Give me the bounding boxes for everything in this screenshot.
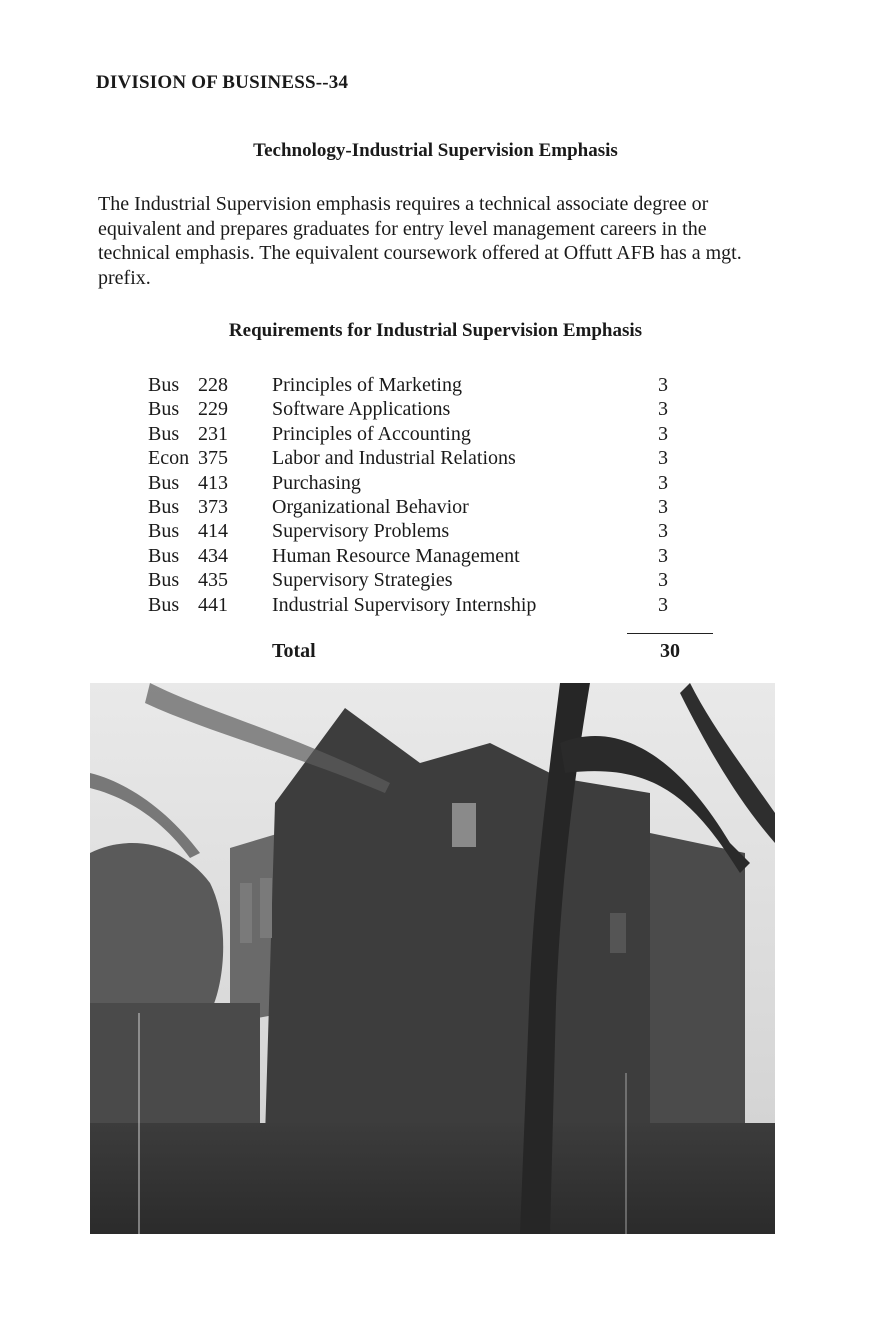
course-dept: Bus bbox=[148, 422, 180, 445]
course-dept: Bus bbox=[148, 496, 180, 519]
course-row bbox=[148, 495, 678, 519]
course-dept: Bus bbox=[148, 374, 180, 396]
course-credits: 3 bbox=[658, 398, 668, 421]
total-value: 30 bbox=[660, 640, 680, 662]
course-dept: Bus bbox=[148, 569, 180, 592]
course-number: 434 bbox=[198, 544, 228, 567]
course-number: 441 bbox=[198, 593, 228, 616]
course-number: 414 bbox=[198, 520, 228, 543]
course-row bbox=[148, 593, 678, 617]
building-photo bbox=[90, 683, 775, 1234]
course-row bbox=[148, 471, 678, 495]
page-header: DIVISION OF BUSINESS--34 bbox=[96, 72, 349, 93]
course-list bbox=[148, 373, 678, 617]
course-number: 435 bbox=[198, 569, 228, 592]
course-credits: 3 bbox=[658, 471, 668, 494]
total-label: Total bbox=[272, 640, 316, 662]
intro-paragraph: The Industrial Supervision emphasis requires a technical associate degree or equivalent and prepares graduates for entry level management careers in the technical emphasis. The equivalent coursework offered at Offutt AFB has a mgt. prefix. bbox=[98, 193, 742, 289]
course-credits: 3 bbox=[658, 374, 668, 396]
course-number: 231 bbox=[198, 422, 228, 445]
course-dept: Bus bbox=[148, 593, 180, 616]
course-number: 228 bbox=[198, 374, 228, 396]
course-number: 413 bbox=[198, 471, 228, 494]
course-credits: 3 bbox=[658, 447, 668, 470]
course-credits: 3 bbox=[658, 520, 668, 543]
course-dept: Bus bbox=[148, 398, 180, 421]
total-rule bbox=[627, 633, 713, 634]
course-title: Principles of Accounting bbox=[272, 422, 471, 445]
course-credits: 3 bbox=[658, 422, 668, 445]
requirements-title: Requirements for Industrial Supervision Emphasis bbox=[228, 320, 643, 341]
course-dept: Econ bbox=[148, 447, 190, 470]
course-number: 229 bbox=[198, 398, 228, 421]
course-dept: Bus bbox=[148, 520, 180, 543]
course-credits: 3 bbox=[658, 496, 668, 519]
course-row bbox=[148, 446, 678, 470]
course-title: Principles of Marketing bbox=[272, 374, 462, 396]
course-dept: Bus bbox=[148, 471, 180, 494]
course-credits: 3 bbox=[658, 593, 668, 616]
course-row bbox=[148, 397, 678, 421]
course-row bbox=[148, 568, 678, 592]
course-number: 375 bbox=[198, 447, 228, 470]
course-number: 373 bbox=[198, 496, 228, 519]
course-row bbox=[148, 422, 678, 446]
course-title: Organizational Behavior bbox=[272, 496, 469, 519]
course-title: Labor and Industrial Relations bbox=[272, 447, 516, 470]
course-title: Human Resource Management bbox=[272, 544, 520, 567]
course-table bbox=[148, 373, 678, 617]
course-row bbox=[148, 544, 678, 568]
course-row bbox=[148, 519, 678, 543]
course-credits: 3 bbox=[658, 544, 668, 567]
course-row bbox=[148, 373, 678, 397]
course-title: Supervisory Problems bbox=[272, 520, 450, 543]
section-title: Technology-Industrial Supervision Emphasis bbox=[253, 140, 618, 161]
course-title: Purchasing bbox=[272, 471, 361, 494]
course-title: Software Applications bbox=[272, 398, 451, 421]
course-dept: Bus bbox=[148, 544, 180, 567]
course-title: Supervisory Strategies bbox=[272, 569, 453, 592]
course-credits: 3 bbox=[658, 569, 668, 592]
course-title: Industrial Supervisory Internship bbox=[272, 593, 537, 616]
